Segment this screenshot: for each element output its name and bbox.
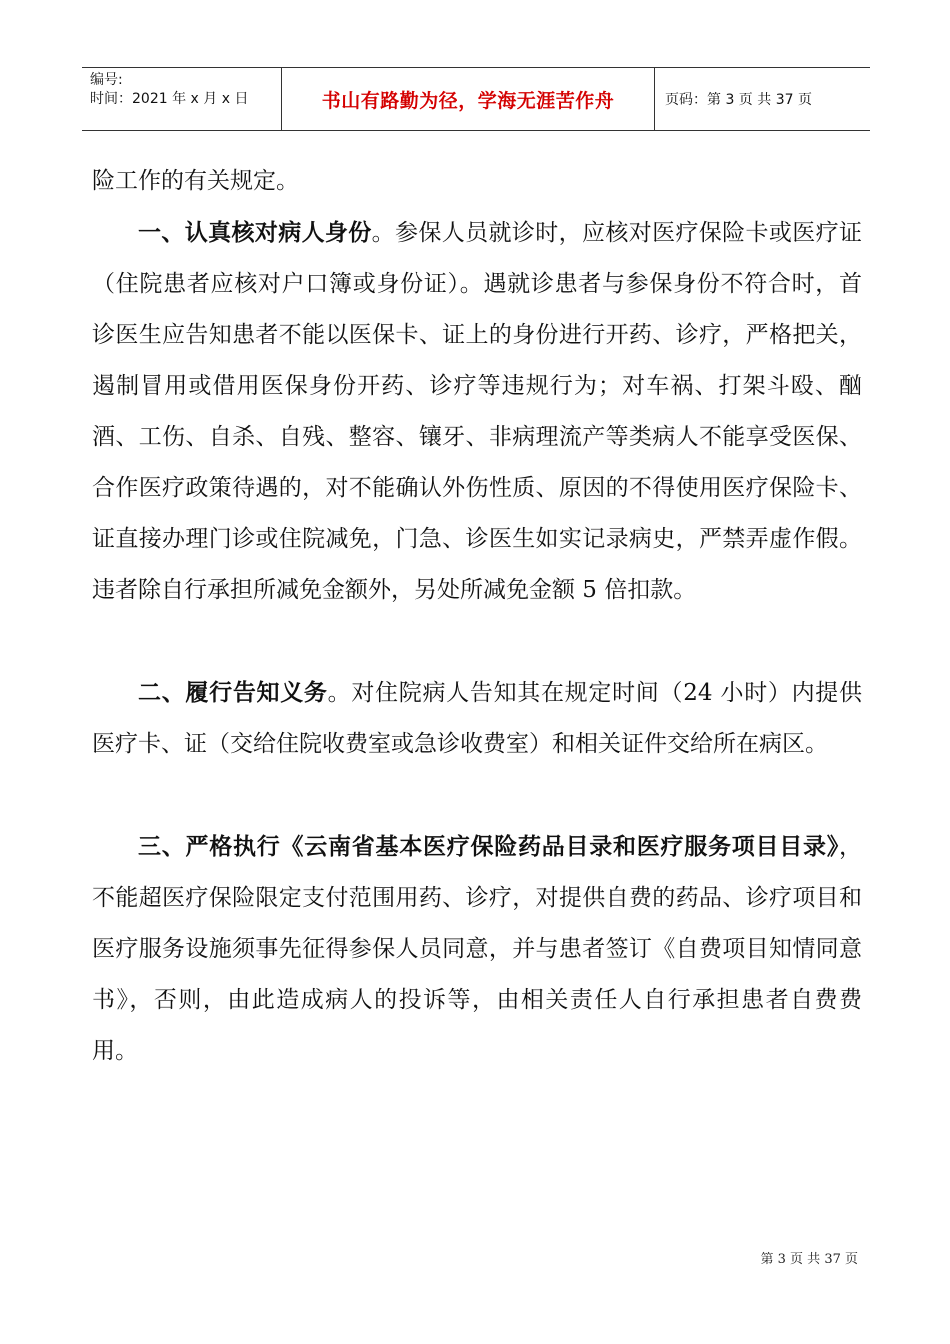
- section-3-text: ，不能超医疗保险限定支付范围用药、诊疗，对提供自费的药品、诊疗项目和医疗服务设施须事先征得参保人员同意，并与患者签订《自费项目知情同意书》，否则，由此造成病人的投诉等，由相关责任人自行承担患者自费费用。: [92, 834, 862, 1064]
- page-header: [82, 67, 870, 131]
- section-2-text: 。对住院病人告知其在规定时间（24 小时）内提供医疗卡、证（交给住院收费室或急诊收费室）和相关证件交给所在病区。: [92, 680, 863, 757]
- section-1: [92, 207, 862, 616]
- paragraph-continuation: 险工作的有关规定。: [92, 168, 299, 194]
- doc-number-label: 编号:: [90, 72, 123, 88]
- section-2: [92, 667, 862, 770]
- header-page-number: 页码：第 3 页 共 37 页: [665, 92, 812, 108]
- section-1-text: 。参保人员就诊时，应核对医疗保险卡或医疗证（住院患者应核对户口簿或身份证）。遇就诊患者与参保身份不符合时，首诊医生应告知患者不能以医保卡、证上的身份进行开药、诊疗，严格把关，遏制冒用或借用医保身份开药、诊疗等违规行为；对车祸、打架斗殴、酗酒、工伤、自杀、自残、整容、镶牙、非病理流产等类病人不能享受医保、合作医疗政策待遇的，对不能确认外伤性质、原因的不得使用医疗保险卡、证直接办理门诊或住院减免，门急、诊医生如实记录病史，严禁弄虚作假。违者除自行承担所减免金额外，另处所减免金额 5 倍扣款。: [92, 220, 863, 603]
- paragraph-gap: [92, 616, 862, 667]
- doc-time-label: 时间：2021 年 x 月 x 日: [90, 91, 249, 107]
- header-motto: 书山有路勤为径，学海无涯苦作舟: [282, 68, 655, 130]
- section-2-title: 二、履行告知义务: [138, 679, 328, 706]
- paragraph-gap: [92, 770, 862, 821]
- section-1-title: 一、认真核对病人身份: [138, 219, 372, 246]
- header-meta: [82, 68, 282, 130]
- section-3-title: 三、严格执行《云南省基本医疗保险药品目录和医疗服务项目目录》: [138, 833, 839, 860]
- page-footer: 第 3 页 共 37 页: [760, 1252, 858, 1267]
- section-3: [92, 821, 862, 1077]
- document-body: [92, 156, 862, 1077]
